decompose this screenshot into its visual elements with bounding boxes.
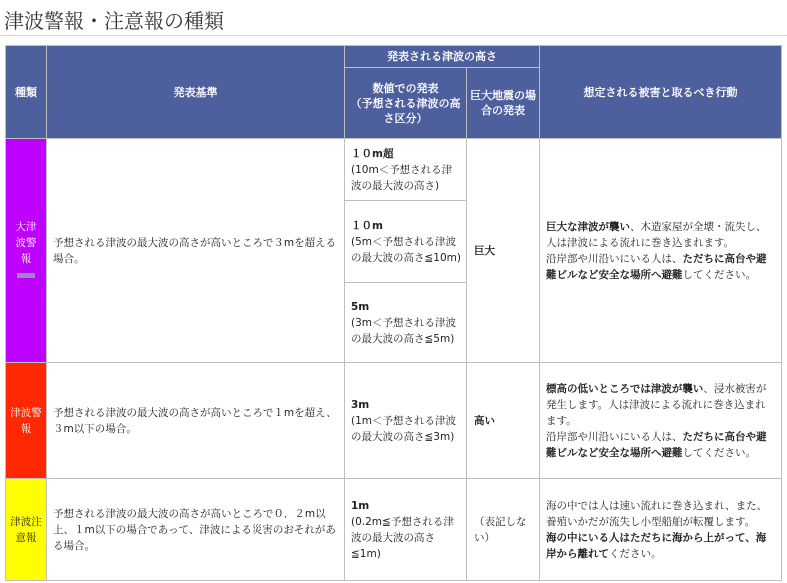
table-row	[6, 479, 782, 581]
giant-cell: 巨大	[467, 139, 540, 363]
value-range: (10m＜予想される津波の最大波の高さ)	[351, 163, 453, 192]
action-text: してください。	[682, 268, 756, 281]
header-action: 想定される被害と取るべき行動	[540, 46, 782, 139]
giant-cell: 高い	[467, 363, 540, 479]
table-row	[6, 363, 782, 479]
value-range: (1m＜予想される津波の最大波の高さ≦3m)	[351, 414, 457, 443]
value-head: 1m	[351, 499, 370, 512]
action-paragraph	[546, 530, 775, 562]
action-cell	[540, 479, 782, 581]
value-cell	[345, 363, 467, 479]
kind-cell-major-tsunami-warning	[6, 139, 47, 363]
action-text: 、木造家屋が全壊・流失し、人は津波による流れに巻き込まれます。	[546, 220, 767, 249]
action-paragraph	[546, 219, 775, 251]
table-row	[6, 139, 782, 201]
action-emphasis: 標高の低いところでは津波が襲い	[546, 382, 704, 395]
basis-cell: 予想される津波の最大波の高さが高いところで１mを超え、３m以下の場合。	[47, 363, 345, 479]
giant-cell: （表記しない）	[467, 479, 540, 581]
action-text: 海の中では人は速い流れに巻き込まれ、また、養殖いかだが流失し小型船舶が転覆します。	[546, 499, 768, 528]
value-cell	[345, 479, 467, 581]
kind-cell-tsunami-advisory: 津波注意報	[6, 479, 47, 581]
action-text: ください。	[609, 547, 662, 560]
title-divider	[0, 35, 787, 36]
basis-cell: 予想される津波の最大波の高さが高いところで０．２m以上、１m以下の場合であって、津波による災害のおそれがある場合。	[47, 479, 345, 581]
header-numeric: 数値での発表 （予想される津波の高さ区分）	[345, 68, 467, 139]
action-text: 沿岸部や川沿いにいる人は、	[546, 430, 683, 443]
basis-cell: 予想される津波の最大波の高さが高いところで３mを超える場合。	[47, 139, 345, 363]
header-height-group: 発表される津波の高さ	[345, 46, 540, 68]
action-emphasis: 巨大な津波が襲い	[546, 220, 630, 233]
action-text: 沿岸部や川沿いにいる人は、	[546, 252, 683, 265]
value-cell	[345, 283, 467, 363]
action-cell	[540, 139, 782, 363]
action-paragraph	[546, 498, 775, 530]
value-range: (5m＜予想される津波の最大波の高さ≦10m)	[351, 235, 461, 264]
value-cell	[345, 139, 467, 201]
kind-label: 大津波警報	[15, 220, 37, 265]
kind-cell-tsunami-warning: 津波警報	[6, 363, 47, 479]
action-paragraph	[546, 381, 775, 429]
action-paragraph	[546, 251, 775, 283]
value-head: 5m	[351, 300, 370, 313]
value-head: 3m	[351, 398, 370, 411]
action-emphasis: ただちに高台や避難ビルなど安全な場所へ避難	[546, 430, 767, 459]
tsunami-warning-table	[5, 45, 782, 581]
header-basis: 発表基準	[47, 46, 345, 139]
page-title: 津波警報・注意報の種類	[4, 9, 224, 33]
action-paragraph	[546, 429, 775, 461]
value-head: １０m	[351, 219, 383, 232]
action-emphasis: ただちに高台や避難ビルなど安全な場所へ避難	[546, 252, 767, 281]
link-bar-icon	[17, 273, 35, 278]
header-type: 種類	[6, 46, 47, 139]
header-giant: 巨大地震の場合の発表	[467, 68, 540, 139]
value-head: １０m超	[351, 147, 394, 160]
value-range: (3m＜予想される津波の最大波の高さ≦5m)	[351, 316, 457, 345]
action-text: してください。	[682, 446, 756, 459]
value-cell	[345, 201, 467, 283]
action-emphasis: 海の中にいる人はただちに海から上がって、海岸から離れて	[546, 531, 767, 560]
action-cell	[540, 363, 782, 479]
value-range: (0.2m≦予想される津波の最大波の高さ≦1m)	[351, 515, 454, 560]
action-text: 、浸水被害が発生します。人は津波による流れに巻き込まれます。	[546, 382, 767, 427]
